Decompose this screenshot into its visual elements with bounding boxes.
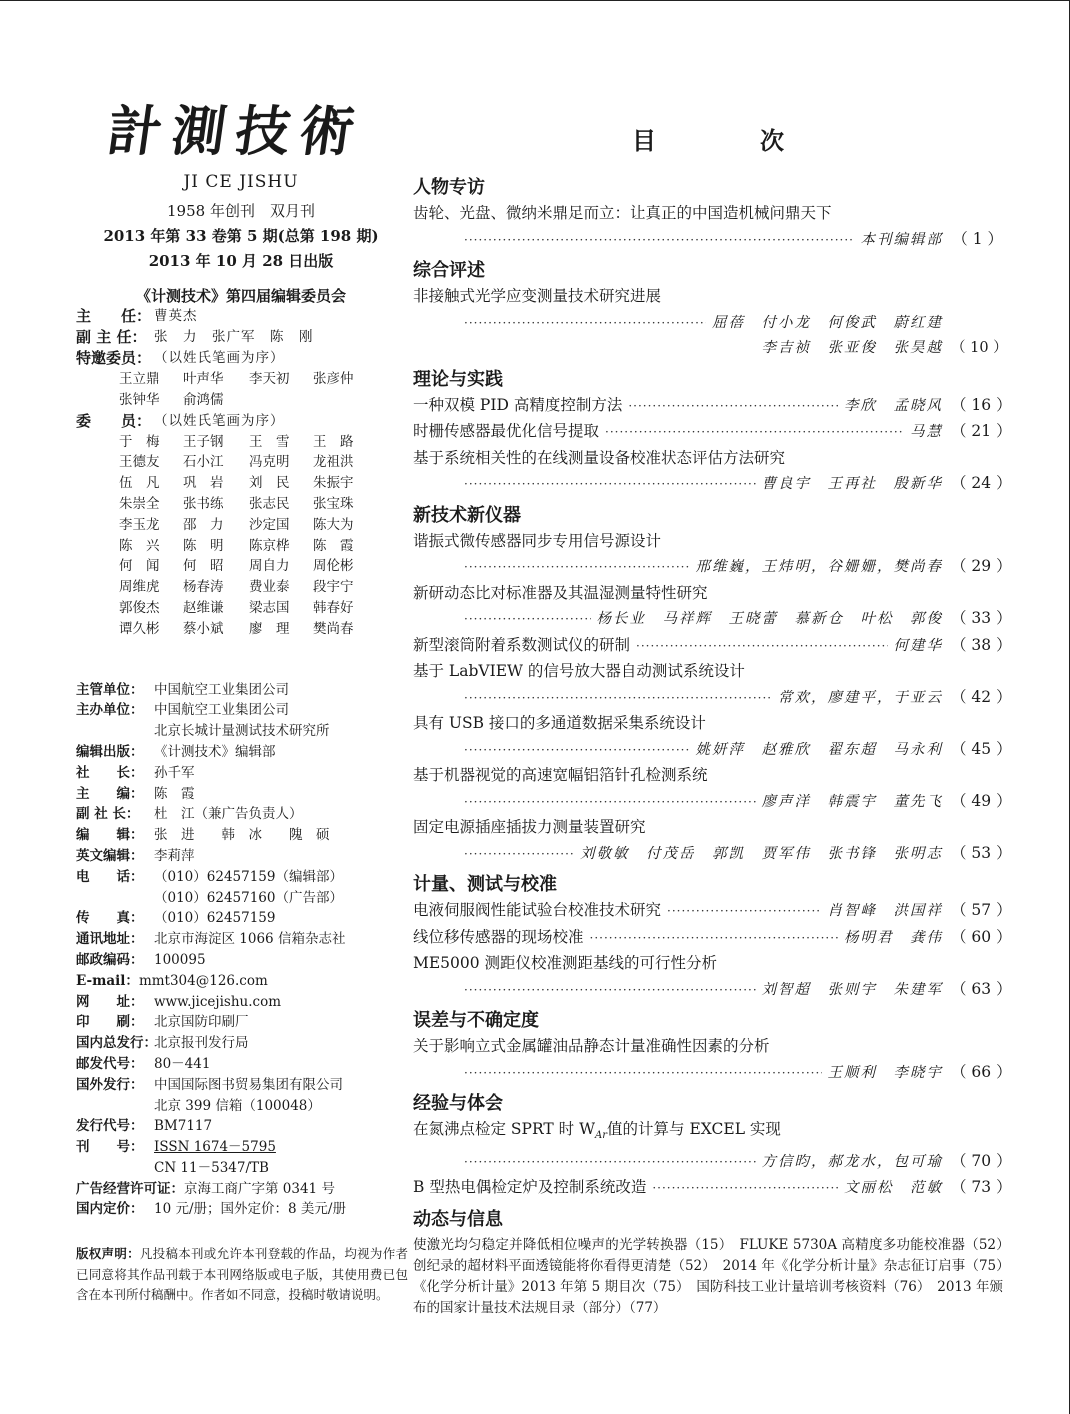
- leader-dots: [464, 228, 855, 254]
- board-member: 朱崇全: [119, 495, 160, 512]
- board-deputy-label: 副 主 任：: [76, 328, 147, 346]
- publication-info-row: [76, 867, 406, 888]
- issue-info: 2013 年第 33 卷第 5 期(总第 198 期): [103, 227, 379, 245]
- leader-dots: [464, 842, 574, 868]
- toc-entry-authors: 李吉祯 张亚俊 张昊越: [761, 340, 943, 356]
- toc-entry-line[interactable]: [413, 841, 1012, 868]
- publication-info-label: 主管单位：: [76, 681, 144, 698]
- toc-entry-page: （ 53 ）: [951, 843, 1012, 862]
- board-member: 张宝珠: [313, 495, 354, 512]
- toc-entry-authors: 屈蓓 付小龙 何俊武 蔚红建: [712, 314, 943, 331]
- toc-entry-line[interactable]: [413, 1149, 1012, 1176]
- publication-date: 2013 年 10 月 28 日出版: [148, 252, 334, 270]
- board-chief-label: 主 任：: [76, 307, 152, 325]
- board-member: 王 路: [313, 433, 354, 450]
- invited-member: 王立鼎: [119, 371, 160, 387]
- toc-entry-title: 电液伺服阀性能试验台校准技术研究: [413, 901, 662, 919]
- board-member: 梁志国: [249, 599, 290, 616]
- board-members-grid: [119, 432, 406, 640]
- publication-info-label: 国内总发行：: [76, 1035, 157, 1052]
- publication-info: [76, 680, 406, 1221]
- publication-info-label: 网 址：: [76, 993, 144, 1010]
- board-member: 王 雪: [249, 433, 290, 450]
- toc-entry-authors: 刘智超 张则宇 朱建军: [761, 981, 943, 998]
- leader-dots: [464, 686, 772, 712]
- publication-info-row: [76, 825, 406, 846]
- invited-member: 李天初: [249, 371, 290, 387]
- toc-entry-title[interactable]: 新研动态比对标准器及其温湿测量特性研究: [413, 583, 708, 602]
- publication-info-value: 张 进 韩 冰 隗 硕: [154, 827, 330, 844]
- invited-member: 叶声华: [183, 371, 224, 387]
- section-heading: 误差与不确定度: [413, 1010, 539, 1031]
- invited-members-grid: [119, 369, 406, 411]
- publication-info-row: [76, 1033, 406, 1054]
- board-member: 何 闻: [119, 558, 160, 575]
- toc-entry-authors: 马慧: [910, 424, 943, 440]
- publication-info-value: 陈 霞: [154, 785, 195, 802]
- publication-info-value: BM7117: [154, 1118, 213, 1135]
- board-member: 朱振宇: [313, 475, 354, 492]
- publication-info-label: 副 社 长：: [76, 806, 140, 823]
- board-invited-row: [76, 348, 406, 369]
- leader-dots: [464, 607, 591, 633]
- toc-entry-line[interactable]: [413, 1175, 1012, 1202]
- publication-info-row: [76, 1054, 406, 1075]
- board-chief-name: 曹英杰: [154, 308, 198, 324]
- publication-info-value: 北京市海淀区 1066 信箱杂志社: [154, 931, 346, 948]
- toc-entry-line[interactable]: [413, 393, 1012, 420]
- board-member: 沙定国: [249, 516, 290, 533]
- board-member: 费业泰: [249, 579, 290, 596]
- toc-entry-title: B 型热电偶检定炉及控制系统改造: [413, 1178, 647, 1197]
- publication-info-label: 发行代号：: [76, 1118, 144, 1135]
- publication-info-label: [76, 721, 154, 742]
- toc-entry-title[interactable]: 基于 LabVIEW 的信号放大器自动测试系统设计: [413, 662, 745, 680]
- publication-info-value: （010）62457160（广告部）: [154, 889, 343, 906]
- board-member: 段宇宁: [313, 579, 354, 596]
- board-member: 周伦彬: [313, 558, 354, 575]
- board-member: 蔡小斌: [183, 620, 224, 637]
- publication-info-label: 主办单位：: [76, 702, 144, 719]
- toc-entry-authors: 何建华: [893, 637, 943, 654]
- board-member: 于 梅: [119, 433, 160, 450]
- toc-entry-title[interactable]: 基于机器视觉的高速宽幅铝箔针孔检测系统: [413, 766, 708, 784]
- publication-info-row: [76, 971, 406, 992]
- board-member: 周维虎: [119, 579, 160, 596]
- leader-dots: [464, 472, 756, 498]
- toc-entry-title: 线位移传感器的现场校准: [413, 927, 584, 946]
- masthead-column: [76, 96, 406, 1306]
- copyright-text: 凡投稿本刊或允许本刊登载的作品，均视为作者已同意将其作品刊载于本刊网络版或电子版，其使用费已包含在本刊所付稿酬中。作者如不同意，投稿时敬请说明。: [76, 1246, 408, 1303]
- board-member: 郭俊杰: [119, 599, 160, 616]
- publication-info-label: 社 长：: [76, 764, 144, 781]
- toc-entry-line[interactable]: [413, 554, 1012, 581]
- publication-info-label: 广告经营许可证：: [76, 1180, 184, 1197]
- copyright-notice: [76, 1244, 408, 1306]
- publication-info-value: CN 11－5347/TB: [154, 1159, 269, 1176]
- toc-entry-page: （ 29 ）: [951, 557, 1012, 575]
- leader-dots: [464, 978, 756, 1004]
- leader-dots: [464, 738, 690, 764]
- section-heading: 综合评述: [413, 260, 485, 281]
- journal-logo: 計測技術: [103, 99, 369, 163]
- publication-info-value: 北京国防印刷厂: [154, 1014, 249, 1031]
- publication-info-row: [76, 1075, 406, 1096]
- toc-entry-page: （ 24 ）: [951, 474, 1012, 492]
- publication-info-row: [76, 846, 406, 867]
- invited-member: 俞鸿儒: [183, 391, 224, 408]
- section-heading: 人物专访: [413, 177, 485, 198]
- toc-entry-title[interactable]: 非接触式光学应变测量技术研究进展: [413, 287, 662, 305]
- toc-entry-authors: 曹良宇 王再社 殷新华: [761, 476, 943, 492]
- toc-entry-authors: 廖声洋 韩震宇 董先飞: [761, 793, 943, 810]
- toc-entry-line[interactable]: [413, 789, 1012, 816]
- leader-dots: [464, 311, 706, 337]
- board-member: 李玉龙: [119, 516, 160, 533]
- board-member: 周自力: [249, 558, 290, 575]
- publication-info-label: [76, 888, 154, 909]
- toc-entry-title[interactable]: ME5000 测距仪校准测距基线的可行性分析: [413, 954, 718, 972]
- toc-entry-title[interactable]: 固定电源插座插拔力测量装置研究: [413, 818, 646, 836]
- toc-entry-page: （ 73 ）: [951, 1178, 1012, 1197]
- board-member: 廖 理: [249, 620, 290, 637]
- toc-entry-line[interactable]: [413, 1060, 1012, 1087]
- board-invited-label: 特邀委员：: [76, 349, 152, 367]
- publication-info-row: [76, 700, 406, 721]
- board-member: 冯克明: [249, 454, 290, 471]
- publication-info-value: ISSN 1674－5795: [154, 1139, 276, 1156]
- toc-entry-authors: 文丽松 范敏: [844, 1180, 943, 1197]
- publication-info-value: 100095: [154, 951, 206, 968]
- publication-info-row: [76, 888, 406, 909]
- toc-entry-line[interactable]: [413, 737, 1012, 764]
- publication-info-label: 传 真：: [76, 910, 144, 927]
- toc-entry-page: （ 57 ）: [951, 901, 1012, 919]
- board-member: 张书练: [183, 495, 224, 512]
- leader-dots: [605, 420, 904, 446]
- toc-entry-authors: 本刊编辑部: [860, 231, 943, 248]
- publication-info-label: 通讯地址：: [76, 931, 144, 948]
- publication-info-label: 电 话：: [76, 868, 144, 885]
- toc-entry-authors: 姚妍萍 赵雅欣 翟东超 马永利: [695, 741, 943, 758]
- publication-info-label: 印 刷：: [76, 1014, 144, 1031]
- toc-entry-authors-continued: [413, 336, 1008, 362]
- toc-entry-authors: 刘敬敏 付茂岳 郭凯 贾军伟 张书锋 张明志: [580, 845, 943, 862]
- publication-info-row: [76, 763, 406, 784]
- section-heading: 计量、测试与校准: [413, 874, 557, 895]
- toc-entry-line[interactable]: [413, 310, 1003, 337]
- board-deputy-row: [76, 327, 406, 348]
- toc-entry-title[interactable]: 齿轮、光盘、微纳米鼎足而立：让真正的中国造机械问鼎天下: [413, 204, 832, 222]
- section-heading: 理论与实践: [413, 368, 503, 390]
- section-heading: 经验与体会: [413, 1093, 503, 1114]
- toc-entry-title[interactable]: [413, 1117, 1003, 1149]
- journal-pinyin: JI CE JISHU: [183, 172, 299, 192]
- leader-dots: [636, 634, 887, 660]
- publication-info-label: 邮政编码：: [76, 951, 144, 968]
- publication-info-label: 编辑出版：: [76, 743, 144, 760]
- publication-info-value: 京海工商广字第 0341 号: [184, 1180, 335, 1197]
- board-member: 王德友: [119, 454, 160, 471]
- toc-entry-page: （ 10 ）: [951, 340, 1008, 356]
- toc-entry-line[interactable]: [413, 977, 1012, 1004]
- publication-contact-link[interactable]: www.jicejishu.com: [154, 993, 282, 1010]
- editorial-board-title: 《计测技术》第四届编辑委员会: [135, 287, 346, 305]
- toc-entry-page: （ 45 ）: [951, 739, 1012, 758]
- leader-dots: [652, 1176, 838, 1202]
- board-chief-row: [76, 306, 406, 327]
- toc-entry-page: （ 49 ）: [951, 791, 1012, 810]
- publication-info-value: 杜 江（兼广告负责人）: [154, 806, 303, 823]
- toc-entry-authors: 邢维巍，王炜明，谷姗姗，樊尚春: [695, 559, 943, 575]
- toc-entry-line[interactable]: [413, 898, 1012, 925]
- leader-dots: [590, 926, 838, 952]
- publication-info-value: 李莉萍: [154, 847, 195, 864]
- leader-dots: [464, 1150, 756, 1176]
- publication-info-row: [76, 680, 406, 701]
- section-heading: 新技术新仪器: [413, 504, 521, 526]
- board-member: 谭久彬: [119, 620, 160, 637]
- toc-entry-line[interactable]: [413, 633, 1012, 660]
- publication-info-label: [76, 1158, 154, 1179]
- board-invited-note: （以姓氏笔画为序）: [154, 350, 285, 366]
- publication-info-row: [76, 908, 406, 929]
- publication-info-value: 《计测技术》编辑部: [154, 743, 276, 760]
- invited-member: 张彦仲: [313, 371, 354, 387]
- publication-info-label: E-mail：: [76, 972, 139, 989]
- publication-info-label: 刊 号：: [76, 1139, 144, 1156]
- publication-info-row: [76, 950, 406, 971]
- toc-entry-title: 新型滚筒附着系数测试仪的研制: [413, 635, 631, 654]
- toc-entry-page: （ 21 ）: [951, 422, 1012, 440]
- leader-dots: [628, 394, 838, 420]
- toc-entry-title-subscript: Ar: [595, 1130, 608, 1142]
- board-members-label: 委 员：: [76, 411, 152, 430]
- copyright-label: 版权声明：: [76, 1246, 140, 1262]
- board-member: 邵 力: [183, 516, 224, 533]
- news-listing: 使激光均匀稳定并降低相位噪声的光学转换器（15） FLUKE 5730A 高精度多功能校准器（52） 创纪录的超材料平面透镜能将你看得更清楚（52） 2014 年《化学分析计量》杂志征订启事（75） 《化学分析计量》2013 年第 5 期目次（75） 国防科技工业计量培训考核资料（76） 2013 年颁布的国家计量技术法规目录（部分）（77）: [413, 1236, 1017, 1316]
- toc-entry-page: （ 70 ）: [951, 1151, 1012, 1170]
- board-members-row: [76, 411, 406, 432]
- publication-info-label: 主 编：: [76, 785, 144, 802]
- toc-entry-line[interactable]: [413, 419, 1012, 446]
- toc-entry-page: （ 66 ）: [951, 1062, 1012, 1081]
- toc-entry-authors: 杨长业 马祥辉 王晓蕾 慕新仓 叶松 郭俊: [596, 611, 943, 627]
- publication-info-label: 国内定价：: [76, 1201, 144, 1218]
- publication-info-value: 10 元/册；国外定价：8 美元/册: [154, 1201, 346, 1218]
- invited-member: 张钟华: [119, 391, 160, 408]
- publication-info-label: 英文编辑：: [76, 847, 144, 864]
- publication-info-row: [76, 929, 406, 950]
- publication-info-row: [76, 1158, 406, 1179]
- toc-entry-page: （ 42 ）: [951, 687, 1012, 706]
- toc-entry-line[interactable]: [413, 471, 1012, 498]
- toc-entry-page: （ 1 ）: [952, 229, 1003, 248]
- board-member: 张志民: [249, 495, 290, 512]
- publication-info-value: 北京报刊发行局: [154, 1035, 249, 1052]
- board-member: 陈 明: [183, 537, 224, 554]
- board-member: 陈 兴: [119, 537, 160, 554]
- board-member: 刘 民: [249, 475, 290, 492]
- leader-dots: [464, 1061, 822, 1087]
- publication-info-value: 80－441: [154, 1055, 211, 1072]
- toc-entry-title[interactable]: 谐振式微传感器同步专用信号源设计: [413, 531, 662, 550]
- publication-info-value: （010）62457159（编辑部）: [154, 868, 343, 885]
- toc-entry-authors: 李欣 孟晓风: [844, 397, 943, 414]
- publication-info-label: 邮发代号：: [76, 1055, 144, 1072]
- toc-entry-page: （ 38 ）: [951, 635, 1012, 654]
- publication-info-row: [76, 992, 406, 1013]
- toc-entry-page: （ 63 ）: [951, 979, 1012, 998]
- board-member: 何 昭: [183, 558, 224, 575]
- board-member: 石小江: [183, 454, 224, 471]
- publication-contact-link[interactable]: mmt304@126.com: [138, 972, 268, 989]
- publication-info-value: 北京长城计量测试技术研究所: [154, 723, 330, 740]
- leader-dots: [667, 899, 821, 925]
- toc-entry-title[interactable]: 具有 USB 接口的多通道数据采集系统设计: [413, 714, 706, 732]
- board-member: 陈大为: [313, 516, 354, 533]
- board-member: 王子钢: [183, 433, 224, 450]
- board-member: 韩春好: [313, 599, 354, 616]
- publication-info-row: [76, 1012, 406, 1033]
- toc-entry-authors: 王顺利 李晓宇: [827, 1064, 943, 1081]
- toc-entry-authors: 方信昀，郝龙水，包可瑜: [761, 1153, 943, 1170]
- toc-entry-authors: 杨明君 龚伟: [844, 929, 943, 946]
- board-deputy-names: 张 力 张广军 陈 刚: [154, 329, 314, 345]
- board-member: 龙祖洪: [313, 454, 354, 471]
- toc-entry-title-part: 在氮沸点检定 SPRT 时 W: [413, 1120, 595, 1138]
- publication-info-row: [76, 721, 406, 742]
- publication-info-label: [76, 1096, 154, 1117]
- section-heading: 动态与信息: [413, 1208, 503, 1230]
- toc-entry-line[interactable]: [413, 227, 1003, 254]
- toc-entry-title: 一种双模 PID 高精度控制方法: [413, 395, 623, 414]
- publication-info-row: [76, 1096, 406, 1117]
- publication-info-value: （010）62457159: [154, 910, 276, 927]
- board-member: 陈 霞: [313, 537, 354, 554]
- publication-info-row: [76, 1199, 406, 1220]
- publication-info-row: [76, 1137, 406, 1158]
- board-member: 伍 凡: [119, 475, 160, 492]
- toc-entry-title: 时栅传感器最优化信号提取: [413, 422, 600, 440]
- publication-info-value: 中国国际图书贸易集团有限公司: [154, 1076, 343, 1093]
- board-member: 陈京桦: [249, 537, 290, 554]
- toc-entry-authors: 常欢，廖建平，于亚云: [778, 689, 943, 706]
- board-member: 杨春涛: [183, 579, 224, 596]
- toc-entry-line[interactable]: [413, 685, 1012, 712]
- leader-dots: [464, 555, 690, 581]
- toc-entry-title[interactable]: 基于系统相关性的在线测量设备校准状态评估方法研究: [413, 448, 786, 467]
- toc-entry-title-part: 值的计算与 EXCEL 实现: [607, 1120, 781, 1138]
- publication-info-value: 中国航空工业集团公司: [154, 702, 289, 719]
- board-member: 赵维谦: [183, 599, 224, 616]
- publication-info-row: [76, 742, 406, 763]
- table-of-contents: [413, 124, 1017, 1319]
- publication-info-value: 孙千军: [154, 764, 195, 781]
- publication-info-row: [76, 1179, 406, 1200]
- board-members-note: （以姓氏笔画为序）: [154, 412, 285, 429]
- toc-entry-authors: 肖智峰 洪国祥: [827, 903, 943, 919]
- publication-info-row: [76, 784, 406, 805]
- toc-entry-page: （ 60 ）: [951, 927, 1012, 946]
- toc-entry-line[interactable]: [413, 606, 1012, 633]
- publication-info-value: 中国航空工业集团公司: [154, 681, 289, 698]
- founded-info: 1958 年创刊 双月刊: [167, 202, 315, 220]
- leader-dots: [464, 790, 756, 816]
- toc-entry-line[interactable]: [413, 925, 1012, 952]
- publication-info-row: [76, 804, 406, 825]
- toc-entry-page: （ 16 ）: [951, 395, 1012, 414]
- publication-info-label: 国外发行：: [76, 1076, 144, 1093]
- board-member: 巩 岩: [183, 475, 224, 492]
- toc-title: 目 次: [632, 126, 824, 155]
- board-member: 樊尚春: [313, 620, 354, 637]
- toc-entry-page: （ 33 ）: [951, 609, 1012, 627]
- publication-info-row: [76, 1116, 406, 1137]
- toc-entry-title[interactable]: 关于影响立式金属罐油品静态计量准确性因素的分析: [413, 1037, 770, 1055]
- publication-info-value: 北京 399 信箱（100048）: [154, 1097, 321, 1114]
- page-border-top: [0, 0, 1070, 1]
- publication-info-label: 编 辑：: [76, 827, 144, 844]
